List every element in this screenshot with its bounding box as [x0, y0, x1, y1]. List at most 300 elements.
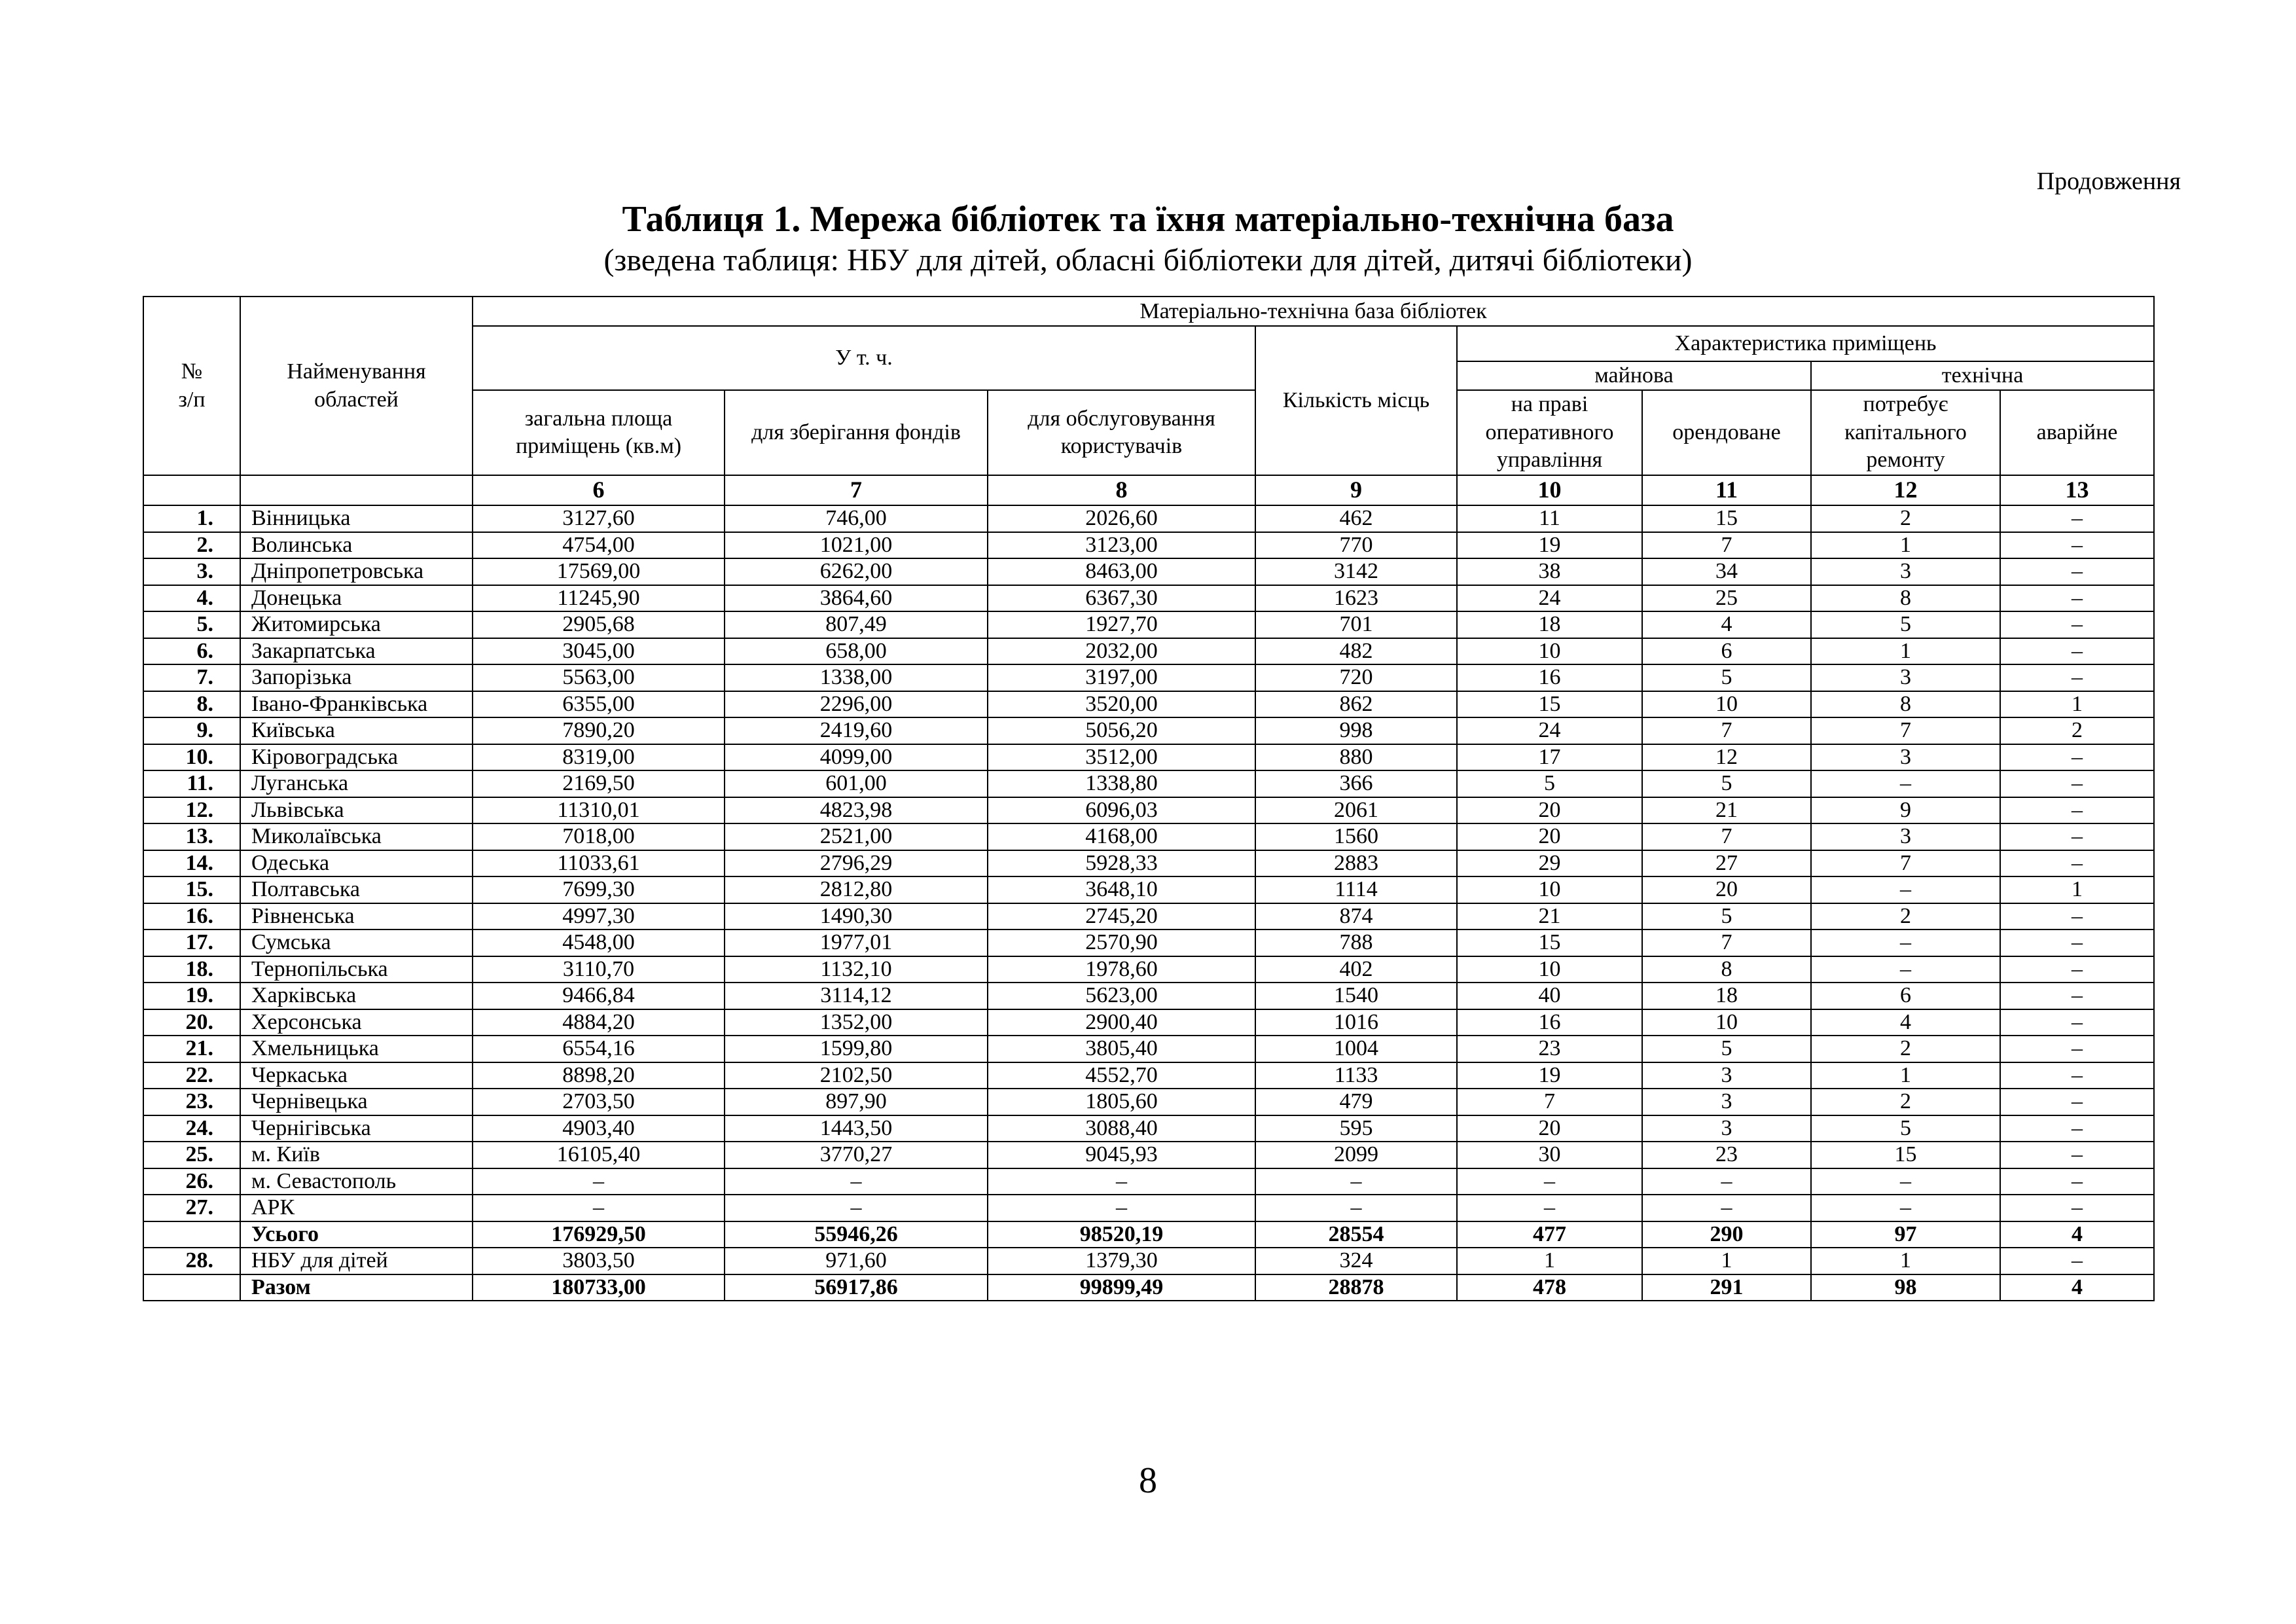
value-cell-12: –	[1811, 1168, 2000, 1195]
row-number-cell: 5.	[143, 611, 240, 638]
value-cell-6: 4903,40	[473, 1115, 725, 1142]
value-cell-13: –	[2000, 1036, 2154, 1062]
region-name-cell: Чернівецька	[240, 1089, 473, 1115]
table-row	[143, 1142, 2154, 1168]
value-cell-6: 4884,20	[473, 1009, 725, 1036]
value-cell-6: –	[473, 1195, 725, 1221]
value-cell-11: 7	[1642, 929, 1811, 956]
value-cell-6: 7890,20	[473, 717, 725, 744]
value-cell-8: 2745,20	[988, 903, 1255, 930]
value-cell-8: 1379,30	[988, 1248, 1255, 1274]
region-name-cell: Одеська	[240, 850, 473, 877]
value-cell-11: 18	[1642, 983, 1811, 1009]
value-cell-9: 402	[1255, 956, 1457, 983]
row-number-cell	[143, 1274, 240, 1301]
row-number-cell: 13.	[143, 823, 240, 850]
column-number: 10	[1457, 475, 1642, 505]
value-cell-9: 1133	[1255, 1062, 1457, 1089]
value-cell-12: 8	[1811, 691, 2000, 718]
header-service: для обслуговування користувачів	[988, 390, 1255, 475]
value-cell-13: –	[2000, 1115, 2154, 1142]
value-cell-7: 601,00	[725, 770, 988, 797]
library-network-table	[143, 296, 2155, 1301]
header-premises: Характеристика приміщень	[1457, 326, 2154, 361]
table-row	[143, 532, 2154, 559]
value-cell-9: 862	[1255, 691, 1457, 718]
value-cell-8: 2032,00	[988, 638, 1255, 665]
row-number-cell: 6.	[143, 638, 240, 665]
table-row	[143, 664, 2154, 691]
value-cell-6: 3045,00	[473, 638, 725, 665]
value-cell-7: 1490,30	[725, 903, 988, 930]
region-name-cell: м. Київ	[240, 1142, 473, 1168]
row-number-cell: 1.	[143, 505, 240, 532]
header-including: У т. ч.	[473, 326, 1255, 390]
value-cell-10: 7	[1457, 1089, 1642, 1115]
value-cell-9: 366	[1255, 770, 1457, 797]
value-cell-13: –	[2000, 611, 2154, 638]
value-cell-11: 21	[1642, 797, 1811, 824]
value-cell-13: 2	[2000, 717, 2154, 744]
value-cell-13: –	[2000, 797, 2154, 824]
region-name-cell: Миколаївська	[240, 823, 473, 850]
value-cell-11: 3	[1642, 1115, 1811, 1142]
column-number: 7	[725, 475, 988, 505]
value-cell-13: –	[2000, 1248, 2154, 1274]
value-cell-13: –	[2000, 585, 2154, 612]
value-cell-10: 24	[1457, 585, 1642, 612]
value-cell-8: –	[988, 1168, 1255, 1195]
value-cell-6: 17569,00	[473, 558, 725, 585]
value-cell-12: 97	[1811, 1221, 2000, 1248]
value-cell-12: 7	[1811, 850, 2000, 877]
value-cell-9: 479	[1255, 1089, 1457, 1115]
value-cell-12: 1	[1811, 1062, 2000, 1089]
column-number: 12	[1811, 475, 2000, 505]
value-cell-7: 3114,12	[725, 983, 988, 1009]
value-cell-7: 55946,26	[725, 1221, 988, 1248]
region-name-cell: Кіровоградська	[240, 744, 473, 771]
value-cell-10: 478	[1457, 1274, 1642, 1301]
header-rented: орендоване	[1642, 390, 1811, 475]
value-cell-7: 2102,50	[725, 1062, 988, 1089]
value-cell-8: 3805,40	[988, 1036, 1255, 1062]
value-cell-6: 180733,00	[473, 1274, 725, 1301]
value-cell-8: 3648,10	[988, 876, 1255, 903]
value-cell-10: –	[1457, 1195, 1642, 1221]
row-number-cell: 22.	[143, 1062, 240, 1089]
value-cell-13: –	[2000, 770, 2154, 797]
table-title: Таблиця 1. Мережа бібліотек та їхня матеріально-технічна база	[622, 199, 1674, 240]
value-cell-13: –	[2000, 558, 2154, 585]
table-row	[143, 929, 2154, 956]
header-region: Найменування областей	[240, 297, 473, 475]
value-cell-13: –	[2000, 1168, 2154, 1195]
value-cell-8: 8463,00	[988, 558, 1255, 585]
value-cell-13: –	[2000, 744, 2154, 771]
value-cell-13: –	[2000, 929, 2154, 956]
value-cell-6: 11245,90	[473, 585, 725, 612]
table-row	[143, 1036, 2154, 1062]
value-cell-10: 15	[1457, 691, 1642, 718]
value-cell-9: 720	[1255, 664, 1457, 691]
value-cell-11: 7	[1642, 532, 1811, 559]
row-number-cell: 26.	[143, 1168, 240, 1195]
value-cell-13: –	[2000, 983, 2154, 1009]
row-number-cell: 28.	[143, 1248, 240, 1274]
region-name-cell: Закарпатська	[240, 638, 473, 665]
value-cell-7: 4099,00	[725, 744, 988, 771]
table-row	[143, 717, 2154, 744]
value-cell-10: 21	[1457, 903, 1642, 930]
value-cell-7: 1443,50	[725, 1115, 988, 1142]
value-cell-11: 7	[1642, 717, 1811, 744]
value-cell-8: 98520,19	[988, 1221, 1255, 1248]
value-cell-11: 6	[1642, 638, 1811, 665]
value-cell-6: 2703,50	[473, 1089, 725, 1115]
value-cell-8: 2570,90	[988, 929, 1255, 956]
region-name-cell: Київська	[240, 717, 473, 744]
value-cell-6: 3110,70	[473, 956, 725, 983]
value-cell-12: 3	[1811, 558, 2000, 585]
header-technical: технічна	[1811, 361, 2154, 390]
value-cell-13: –	[2000, 532, 2154, 559]
region-name-cell: Чернігівська	[240, 1115, 473, 1142]
value-cell-10: 1	[1457, 1248, 1642, 1274]
value-cell-8: 3197,00	[988, 664, 1255, 691]
row-number-cell: 20.	[143, 1009, 240, 1036]
value-cell-9: 28554	[1255, 1221, 1457, 1248]
value-cell-10: 477	[1457, 1221, 1642, 1248]
table-row	[143, 850, 2154, 877]
value-cell-6: 6355,00	[473, 691, 725, 718]
value-cell-12: 3	[1811, 823, 2000, 850]
value-cell-13: 1	[2000, 876, 2154, 903]
value-cell-7: 1338,00	[725, 664, 988, 691]
value-cell-11: 3	[1642, 1062, 1811, 1089]
region-name-cell: Дніпропетровська	[240, 558, 473, 585]
value-cell-6: 3803,50	[473, 1248, 725, 1274]
value-cell-12: 2	[1811, 1036, 2000, 1062]
row-number-cell: 3.	[143, 558, 240, 585]
region-name-cell: Вінницька	[240, 505, 473, 532]
value-cell-11: 15	[1642, 505, 1811, 532]
value-cell-7: –	[725, 1168, 988, 1195]
row-number-cell: 15.	[143, 876, 240, 903]
value-cell-9: 880	[1255, 744, 1457, 771]
value-cell-9: 1560	[1255, 823, 1457, 850]
value-cell-6: 5563,00	[473, 664, 725, 691]
table-row	[143, 558, 2154, 585]
page-number: 8	[1139, 1460, 1157, 1501]
value-cell-10: 20	[1457, 823, 1642, 850]
value-cell-8: 6096,03	[988, 797, 1255, 824]
value-cell-7: 1352,00	[725, 1009, 988, 1036]
header-seats: Кількість місць	[1255, 326, 1457, 475]
row-number-cell: 2.	[143, 532, 240, 559]
value-cell-12: 1	[1811, 532, 2000, 559]
table-row	[143, 744, 2154, 771]
value-cell-10: 19	[1457, 532, 1642, 559]
value-cell-13: 4	[2000, 1221, 2154, 1248]
value-cell-10: 23	[1457, 1036, 1642, 1062]
value-cell-12: 2	[1811, 505, 2000, 532]
value-cell-8: 5623,00	[988, 983, 1255, 1009]
value-cell-13: –	[2000, 903, 2154, 930]
value-cell-11: 10	[1642, 691, 1811, 718]
value-cell-11: 20	[1642, 876, 1811, 903]
value-cell-11: 23	[1642, 1142, 1811, 1168]
table-row	[143, 823, 2154, 850]
value-cell-11: –	[1642, 1168, 1811, 1195]
value-cell-11: 3	[1642, 1089, 1811, 1115]
header-property: майнова	[1457, 361, 1811, 390]
value-cell-6: 9466,84	[473, 983, 725, 1009]
value-cell-10: 40	[1457, 983, 1642, 1009]
value-cell-13: 4	[2000, 1274, 2154, 1301]
value-cell-11: 12	[1642, 744, 1811, 771]
row-number-cell: 23.	[143, 1089, 240, 1115]
value-cell-9: 2099	[1255, 1142, 1457, 1168]
value-cell-7: 2521,00	[725, 823, 988, 850]
value-cell-12: –	[1811, 770, 2000, 797]
value-cell-9: 462	[1255, 505, 1457, 532]
value-cell-10: 10	[1457, 956, 1642, 983]
value-cell-10: 11	[1457, 505, 1642, 532]
value-cell-9: 788	[1255, 929, 1457, 956]
value-cell-10: 5	[1457, 770, 1642, 797]
value-cell-8: 5056,20	[988, 717, 1255, 744]
header-material-base: Матеріально-технічна база бібліотек	[473, 297, 2154, 326]
value-cell-10: 10	[1457, 876, 1642, 903]
region-name-cell: Тернопільська	[240, 956, 473, 983]
value-cell-7: 2296,00	[725, 691, 988, 718]
table-row	[143, 691, 2154, 718]
value-cell-8: 1338,80	[988, 770, 1255, 797]
value-cell-6: 3127,60	[473, 505, 725, 532]
value-cell-10: 30	[1457, 1142, 1642, 1168]
value-cell-12: 2	[1811, 903, 2000, 930]
value-cell-10: 18	[1457, 611, 1642, 638]
value-cell-12: 8	[1811, 585, 2000, 612]
value-cell-10: 24	[1457, 717, 1642, 744]
value-cell-7: 807,49	[725, 611, 988, 638]
value-cell-9: 28878	[1255, 1274, 1457, 1301]
value-cell-9: 1114	[1255, 876, 1457, 903]
value-cell-6: 16105,40	[473, 1142, 725, 1168]
value-cell-9: 1623	[1255, 585, 1457, 612]
region-name-cell: Усього	[240, 1221, 473, 1248]
table-row	[143, 903, 2154, 930]
value-cell-6: 11310,01	[473, 797, 725, 824]
value-cell-11: 8	[1642, 956, 1811, 983]
value-cell-13: –	[2000, 1142, 2154, 1168]
value-cell-9: 701	[1255, 611, 1457, 638]
table-row	[143, 770, 2154, 797]
value-cell-6: 8319,00	[473, 744, 725, 771]
value-cell-6: 2169,50	[473, 770, 725, 797]
value-cell-8: 1927,70	[988, 611, 1255, 638]
row-number-cell: 25.	[143, 1142, 240, 1168]
value-cell-7: 2419,60	[725, 717, 988, 744]
value-cell-9: 874	[1255, 903, 1457, 930]
value-cell-7: 1599,80	[725, 1036, 988, 1062]
value-cell-6: 4997,30	[473, 903, 725, 930]
value-cell-11: 34	[1642, 558, 1811, 585]
table-body	[143, 505, 2154, 1301]
column-number: 13	[2000, 475, 2154, 505]
region-name-cell: Рівненська	[240, 903, 473, 930]
value-cell-12: 5	[1811, 611, 2000, 638]
value-cell-7: 746,00	[725, 505, 988, 532]
value-cell-7: 6262,00	[725, 558, 988, 585]
row-number-cell: 27.	[143, 1195, 240, 1221]
header-no: № з/п	[143, 297, 240, 475]
row-number-cell: 4.	[143, 585, 240, 612]
value-cell-9: 1004	[1255, 1036, 1457, 1062]
value-cell-13: –	[2000, 1009, 2154, 1036]
region-name-cell: Донецька	[240, 585, 473, 612]
value-cell-7: 56917,86	[725, 1274, 988, 1301]
value-cell-7: –	[725, 1195, 988, 1221]
region-name-cell: НБУ для дітей	[240, 1248, 473, 1274]
value-cell-13: –	[2000, 850, 2154, 877]
row-number-cell: 21.	[143, 1036, 240, 1062]
value-cell-13: –	[2000, 956, 2154, 983]
value-cell-6: 4548,00	[473, 929, 725, 956]
value-cell-12: –	[1811, 876, 2000, 903]
row-number-cell: 17.	[143, 929, 240, 956]
value-cell-6: 8898,20	[473, 1062, 725, 1089]
value-cell-13: –	[2000, 638, 2154, 665]
column-number-blank	[240, 475, 473, 505]
table-row	[143, 638, 2154, 665]
region-name-cell: Львівська	[240, 797, 473, 824]
value-cell-10: –	[1457, 1168, 1642, 1195]
value-cell-11: 10	[1642, 1009, 1811, 1036]
region-name-cell: Волинська	[240, 532, 473, 559]
value-cell-7: 971,60	[725, 1248, 988, 1274]
value-cell-12: –	[1811, 1195, 2000, 1221]
row-number-cell: 12.	[143, 797, 240, 824]
value-cell-12: 1	[1811, 1248, 2000, 1274]
value-cell-7: 897,90	[725, 1089, 988, 1115]
table-row	[143, 505, 2154, 532]
value-cell-6: 2905,68	[473, 611, 725, 638]
value-cell-6: 4754,00	[473, 532, 725, 559]
table-total-row	[143, 1221, 2154, 1248]
value-cell-11: 1	[1642, 1248, 1811, 1274]
value-cell-13: –	[2000, 1195, 2154, 1221]
region-name-cell: Луганська	[240, 770, 473, 797]
value-cell-12: –	[1811, 956, 2000, 983]
table-row	[143, 956, 2154, 983]
region-name-cell: Хмельницька	[240, 1036, 473, 1062]
value-cell-6: –	[473, 1168, 725, 1195]
value-cell-11: 5	[1642, 903, 1811, 930]
value-cell-11: 7	[1642, 823, 1811, 850]
row-number-cell	[143, 1221, 240, 1248]
value-cell-7: 3770,27	[725, 1142, 988, 1168]
region-name-cell: Разом	[240, 1274, 473, 1301]
value-cell-8: 2900,40	[988, 1009, 1255, 1036]
value-cell-7: 1977,01	[725, 929, 988, 956]
column-number: 6	[473, 475, 725, 505]
value-cell-9: 2883	[1255, 850, 1457, 877]
header-emergency: аварійне	[2000, 390, 2154, 475]
row-number-cell: 14.	[143, 850, 240, 877]
header-capital-repair: потребує капітального ремонту	[1811, 390, 2000, 475]
value-cell-12: 15	[1811, 1142, 2000, 1168]
value-cell-10: 19	[1457, 1062, 1642, 1089]
value-cell-8: 4168,00	[988, 823, 1255, 850]
column-number: 9	[1255, 475, 1457, 505]
continuation-label: Продовження	[2036, 168, 2181, 195]
value-cell-13: –	[2000, 664, 2154, 691]
value-cell-10: 15	[1457, 929, 1642, 956]
value-cell-10: 16	[1457, 1009, 1642, 1036]
table-row	[143, 876, 2154, 903]
value-cell-11: 291	[1642, 1274, 1811, 1301]
value-cell-6: 6554,16	[473, 1036, 725, 1062]
value-cell-11: 5	[1642, 770, 1811, 797]
value-cell-11: 5	[1642, 1036, 1811, 1062]
value-cell-12: 98	[1811, 1274, 2000, 1301]
row-number-cell: 16.	[143, 903, 240, 930]
value-cell-6: 176929,50	[473, 1221, 725, 1248]
value-cell-10: 29	[1457, 850, 1642, 877]
value-cell-9: 1016	[1255, 1009, 1457, 1036]
value-cell-9: –	[1255, 1168, 1457, 1195]
row-number-cell: 9.	[143, 717, 240, 744]
value-cell-8: 3088,40	[988, 1115, 1255, 1142]
value-cell-13: –	[2000, 823, 2154, 850]
value-cell-8: 5928,33	[988, 850, 1255, 877]
value-cell-10: 20	[1457, 797, 1642, 824]
column-number: 11	[1642, 475, 1811, 505]
value-cell-8: 1805,60	[988, 1089, 1255, 1115]
value-cell-11: 4	[1642, 611, 1811, 638]
table-subtitle: (зведена таблиця: НБУ для дітей, обласні бібліотеки для дітей, дитячі бібліотеки)	[603, 243, 1693, 278]
region-name-cell: Полтавська	[240, 876, 473, 903]
table-total-row	[143, 1274, 2154, 1301]
table-row	[143, 1168, 2154, 1195]
region-name-cell: м. Севастополь	[240, 1168, 473, 1195]
table-row	[143, 1009, 2154, 1036]
value-cell-11: 290	[1642, 1221, 1811, 1248]
value-cell-12: –	[1811, 929, 2000, 956]
table-row	[143, 983, 2154, 1009]
value-cell-7: 3864,60	[725, 585, 988, 612]
value-cell-10: 17	[1457, 744, 1642, 771]
region-name-cell: Івано-Франківська	[240, 691, 473, 718]
value-cell-8: 3123,00	[988, 532, 1255, 559]
region-name-cell: Житомирська	[240, 611, 473, 638]
value-cell-9: 770	[1255, 532, 1457, 559]
value-cell-6: 7699,30	[473, 876, 725, 903]
value-cell-7: 1132,10	[725, 956, 988, 983]
row-number-cell: 18.	[143, 956, 240, 983]
value-cell-7: 1021,00	[725, 532, 988, 559]
value-cell-10: 16	[1457, 664, 1642, 691]
header-total-area: загальна площа приміщень (кв.м)	[473, 390, 725, 475]
value-cell-10: 20	[1457, 1115, 1642, 1142]
value-cell-12: 1	[1811, 638, 2000, 665]
row-number-cell: 24.	[143, 1115, 240, 1142]
region-name-cell: Черкаська	[240, 1062, 473, 1089]
value-cell-9: 595	[1255, 1115, 1457, 1142]
value-cell-12: 4	[1811, 1009, 2000, 1036]
